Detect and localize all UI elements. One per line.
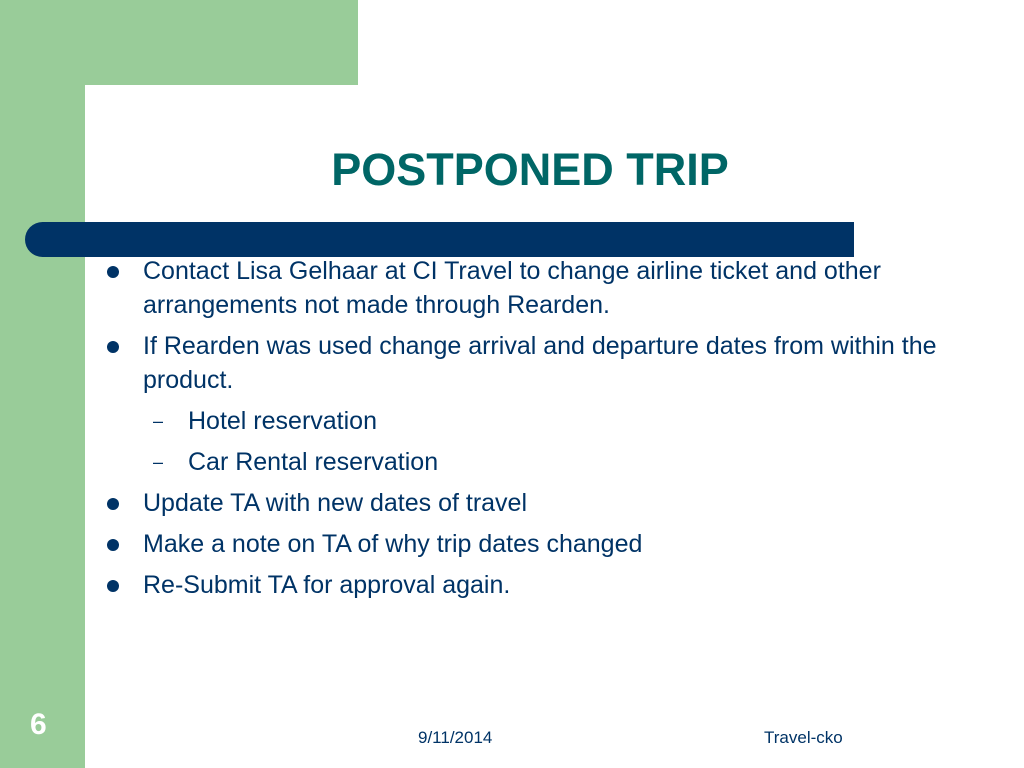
slide-content — [100, 254, 950, 609]
dash-icon: – — [153, 411, 164, 431]
footer-date: 9/11/2014 — [418, 728, 493, 747]
footer-text: Travel-cko — [764, 728, 843, 747]
bullet-item — [100, 568, 950, 602]
bullet-dot-icon — [107, 341, 119, 353]
dash-icon: – — [153, 452, 164, 472]
title-underline-bar — [25, 222, 854, 257]
bullet-dot-icon — [107, 580, 119, 592]
bullet-item — [100, 329, 950, 397]
bullet-dot-icon — [107, 266, 119, 278]
sub-bullet-text: Hotel reservation — [188, 407, 377, 435]
bullet-dot-icon — [107, 539, 119, 551]
bullet-text: Re-Submit TA for approval again. — [143, 571, 511, 599]
bullet-item — [100, 486, 950, 520]
bullet-dot-icon — [107, 498, 119, 510]
sub-bullet-item — [100, 404, 950, 438]
bullet-text: Update TA with new dates of travel — [143, 489, 528, 517]
bullet-item — [100, 254, 950, 322]
slide-number: 6 — [30, 708, 47, 741]
rounded-corner — [85, 85, 135, 135]
top-green-band — [85, 0, 358, 85]
slide-title: POSTPONED TRIP — [331, 144, 729, 195]
bullet-text: If Rearden was used change arrival and departure dates from within the product. — [143, 332, 937, 394]
bullet-item — [100, 527, 950, 561]
sub-bullet-text: Car Rental reservation — [188, 448, 439, 476]
bullet-text: Make a note on TA of why trip dates changed — [143, 530, 643, 558]
sub-bullet-item — [100, 445, 950, 479]
bullet-text: Contact Lisa Gelhaar at CI Travel to change airline ticket and other arrangements not made through Rearden. — [143, 257, 881, 319]
left-green-band — [0, 0, 85, 768]
